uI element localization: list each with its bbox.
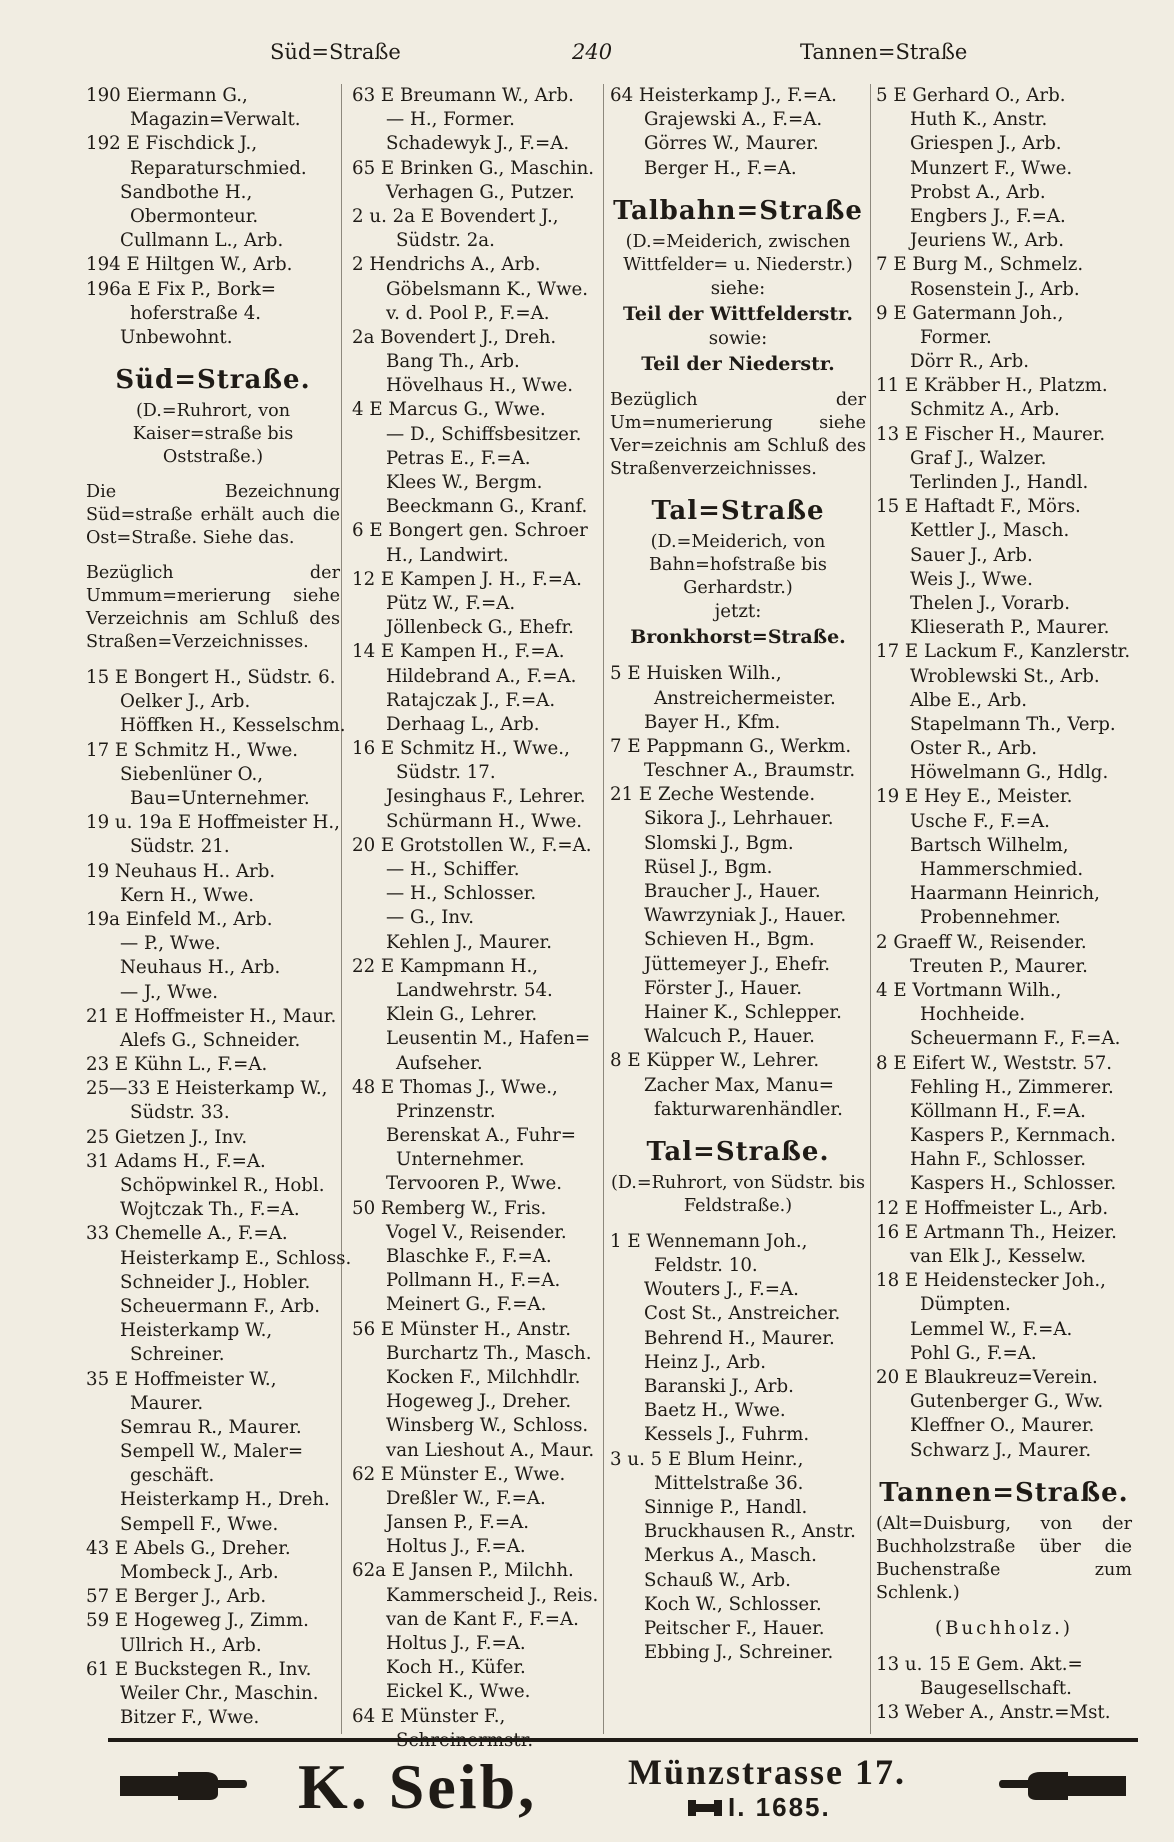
directory-entry: 12 E Hoffmeister L., Arb.: [876, 1197, 1109, 1219]
directory-entry: 4 E Vortmann Wilh.,: [876, 979, 1062, 1001]
directory-entry: Südstr. 21.: [130, 836, 230, 858]
running-head-right: Tannen=Straße: [800, 40, 968, 64]
directory-entry: Grajewski A., F.=A.: [644, 109, 823, 131]
directory-entry: 57 E Berger J., Arb.: [86, 1586, 267, 1608]
directory-entry: Wouters J., F.=A.: [644, 1279, 799, 1301]
directory-entry: Fehling H., Zimmerer.: [910, 1076, 1114, 1098]
directory-entry: Bau=Unternehmer.: [130, 788, 310, 809]
directory-entry: Köllmann H., F.=A.: [910, 1100, 1086, 1122]
directory-entry: 23 E Kühn L., F.=A.: [86, 1054, 268, 1076]
directory-entry: 4 E Marcus G., Wwe.: [352, 399, 546, 421]
directory-entry: 13 E Fischer H., Maurer.: [876, 423, 1106, 445]
street-description: (D.=Meiderich, zwischen Wittfelder= u. Niederstr.): [623, 231, 853, 275]
directory-entry: Scheuermann F., F.=A.: [910, 1028, 1121, 1050]
entry-list: [876, 84, 1132, 1463]
directory-entry: Berenskat A., Fuhr=: [386, 1125, 577, 1147]
directory-entry: Usche F., F.=A.: [910, 810, 1050, 832]
directory-entry: H., Landwirt.: [386, 544, 509, 566]
directory-entry: 12 E Kampen J. H., F.=A.: [352, 568, 582, 590]
street-heading: Tannen=Straße.: [879, 1477, 1129, 1508]
directory-entry: Sandbothe H.,: [120, 181, 253, 203]
directory-entry: Weiler Chr., Maschin.: [120, 1682, 319, 1704]
directory-entry: Klieserath P., Maurer.: [910, 617, 1110, 639]
directory-entry: Reparaturschmied.: [130, 157, 307, 179]
directory-entry: 62a E Jansen P., Milchh.: [352, 1560, 574, 1582]
directory-entry: Schwarz J., Maurer.: [910, 1439, 1092, 1461]
directory-entry: Kern H., Wwe.: [120, 884, 255, 906]
directory-entry: Berger H., F.=A.: [644, 157, 797, 179]
directory-entry: Klees W., Bergm.: [386, 472, 543, 493]
directory-entry: Schmitz A., Arb.: [910, 399, 1060, 421]
directory-entry: Heisterkamp H., Dreh.: [120, 1489, 330, 1511]
directory-entry: 14 E Kampen H., F.=A.: [352, 641, 565, 663]
see-label: siehe:: [710, 277, 766, 299]
directory-entry: 20 E Blaukreuz=Verein.: [876, 1366, 1098, 1388]
directory-entry: Koch H., Küfer.: [386, 1657, 526, 1679]
directory-entry: Lemmel W., F.=A.: [910, 1318, 1073, 1340]
directory-entry: Dümpten.: [920, 1294, 1011, 1316]
directory-entry: Schreiner.: [130, 1344, 225, 1366]
directory-entry: — D., Schiffsbesitzer.: [386, 423, 582, 445]
directory-entry: Treuten P., Maurer.: [910, 955, 1088, 977]
directory-entry: Schneider J., Hobler.: [120, 1271, 311, 1293]
directory-entry: van de Kant F., F.=A.: [386, 1608, 579, 1630]
directory-entry: Huth K., Anstr.: [910, 109, 1048, 131]
directory-entry: Hildebrand A., F.=A.: [386, 665, 577, 687]
street-heading: Tal=Straße.: [646, 1136, 830, 1167]
directory-entry: Semrau R., Maurer.: [120, 1416, 302, 1438]
directory-entry: Baetz H., Wwe.: [644, 1400, 786, 1422]
directory-entry: Kessels J., Fuhrm.: [644, 1424, 810, 1446]
directory-entry: 21 E Zeche Westende.: [610, 784, 816, 806]
directory-entry: 56 E Münster H., Anstr.: [352, 1318, 572, 1340]
directory-entry: Bitzer F., Wwe.: [120, 1707, 260, 1729]
entry-list: [610, 84, 866, 181]
directory-entry: Winsberg W., Schloss.: [386, 1415, 589, 1437]
directory-entry: Beeckmann G., Kranf.: [386, 496, 588, 518]
entry-list: [610, 1230, 866, 1665]
also-label: sowie:: [708, 327, 768, 349]
street-description: (D.=Meiderich, von Bahn=hofstraße bis Gerhardstr.): [649, 532, 827, 599]
directory-entry: 19 u. 19a E Hoffmeister H.,: [86, 812, 340, 834]
directory-entry: Hochheide.: [920, 1004, 1026, 1026]
directory-entry: 22 E Kampmann H.,: [352, 955, 539, 977]
directory-entry: Bruckhausen R., Anstr.: [644, 1521, 856, 1543]
directory-entry: Klein G., Lehrer.: [386, 1004, 538, 1026]
directory-entry: Zacher Max, Manu=: [644, 1074, 835, 1096]
directory-entry: Meinert G., F.=A.: [386, 1294, 547, 1316]
directory-entry: 196a E Fix P., Bork=: [86, 278, 277, 300]
directory-entry: Kammerscheid J., Reis.: [386, 1584, 599, 1606]
directory-entry: Sempell F., Wwe.: [120, 1513, 279, 1535]
directory-entry: Sinnige P., Handl.: [644, 1496, 808, 1518]
directory-entry: Behrend H., Maurer.: [644, 1327, 835, 1349]
entry-list: [86, 84, 340, 350]
directory-entry: Jeuriens W., Arb.: [910, 230, 1064, 252]
directory-entry: 6 E Bongert gen. Schroer: [352, 520, 588, 542]
directory-entry: Kehlen J., Maurer.: [386, 931, 552, 953]
entry-list: [610, 662, 866, 1122]
directory-entry: Weis J., Wwe.: [910, 568, 1033, 590]
directory-entry: 11 E Kräbber H., Platzm.: [876, 375, 1108, 397]
directory-entry: 16 E Artmann Th., Heizer.: [876, 1221, 1117, 1243]
directory-entry: Wojtczak Th., F.=A.: [120, 1199, 300, 1221]
directory-entry: Rüsel J., Bgm.: [644, 856, 773, 878]
directory-entry: Göbelsmann K., Wwe.: [386, 278, 589, 300]
directory-entry: Hogeweg J., Dreher.: [386, 1391, 572, 1413]
directory-entry: 19a Einfeld M., Arb.: [86, 908, 273, 930]
directory-entry: Griespen J., Arb.: [910, 133, 1062, 155]
street-heading: Süd=Straße.: [115, 365, 311, 396]
directory-entry: Unbewohnt.: [120, 326, 233, 348]
directory-entry: 9 E Gatermann Joh.,: [876, 302, 1064, 324]
directory-entry: Ratajczak J., F.=A.: [386, 689, 556, 711]
column-3: [610, 84, 866, 1736]
directory-entry: Wawrzyniak J., Hauer.: [644, 905, 847, 927]
directory-entry: Merkus A., Masch.: [644, 1545, 817, 1567]
directory-entry: Schauß W., Arb.: [644, 1569, 791, 1591]
page-number: 240: [572, 40, 613, 64]
directory-entry: 192 E Fischdick J.,: [86, 133, 258, 155]
directory-entry: 7 E Pappmann G., Werkm.: [610, 735, 852, 757]
directory-entry: Engbers J., F.=A.: [910, 205, 1066, 227]
directory-entry: Siebenlüner O.,: [120, 763, 264, 785]
directory-entry: Wroblewski St., Arb.: [910, 665, 1100, 687]
directory-entry: Albe E., Arb.: [910, 689, 1028, 711]
district-label: (Buchholz.): [934, 1617, 1073, 1639]
directory-entry: Peitscher F., Hauer.: [644, 1617, 825, 1639]
directory-entry: 13 u. 15 E Gem. Akt.=: [876, 1653, 1083, 1675]
advertiser-phone: I. 1685.: [728, 1792, 831, 1822]
directory-entry: Schürmann H., Wwe.: [386, 810, 583, 832]
directory-entry: Unternehmer.: [396, 1149, 525, 1171]
directory-entry: Hövelhaus H., Wwe.: [386, 375, 574, 397]
directory-entry: Teschner A., Braumstr.: [644, 760, 856, 782]
column-1: [86, 84, 352, 1736]
directory-entry: Neuhaus H., Arb.: [120, 957, 281, 979]
directory-entry: Baranski J., Arb.: [644, 1376, 794, 1397]
directory-entry: Ullrich H., Arb.: [120, 1634, 262, 1656]
directory-entry: 5 E Huisken Wilh.,: [610, 663, 782, 685]
directory-entry: 8 E Eifert W., Weststr. 57.: [876, 1052, 1113, 1074]
reference-street: Bronkhorst=Straße.: [630, 626, 846, 649]
directory-entry: 2 Hendrichs A., Arb.: [352, 254, 541, 276]
directory-entry: Sauer J., Arb.: [910, 544, 1033, 566]
directory-entry: 17 E Schmitz H., Wwe.: [86, 739, 299, 761]
directory-entry: Rosenstein J., Arb.: [910, 278, 1080, 300]
directory-entry: Feldstr. 10.: [654, 1255, 758, 1277]
directory-columns: [86, 84, 1132, 1736]
directory-entry: Vogel V., Reisender.: [386, 1221, 567, 1243]
directory-entry: Kleffner O., Maurer.: [910, 1415, 1095, 1437]
directory-entry: Landwehrstr. 54.: [396, 979, 553, 1001]
directory-entry: 61 E Buckstegen R., Inv.: [86, 1658, 312, 1680]
directory-entry: Tervooren P., Wwe.: [386, 1173, 563, 1195]
directory-entry: Schöpwinkel R., Hobl.: [120, 1175, 325, 1196]
column-2: [352, 84, 602, 1736]
directory-entry: Südstr. 17.: [396, 762, 496, 784]
now-label: jetzt:: [714, 601, 762, 623]
directory-entry: — H., Schiffer.: [386, 859, 520, 880]
directory-entry: 1 E Wennemann Joh.,: [610, 1230, 808, 1252]
directory-entry: 35 E Hoffmeister W.,: [86, 1368, 277, 1390]
directory-entry: — G., Inv.: [386, 907, 474, 929]
directory-entry: 17 E Lackum F., Kanzlerstr.: [876, 641, 1131, 663]
directory-entry: Haarmann Heinrich,: [910, 883, 1100, 905]
directory-entry: Maurer.: [130, 1392, 204, 1414]
directory-entry: hoferstraße 4.: [130, 302, 262, 324]
directory-entry: 2a Bovendert J., Dreh.: [352, 326, 557, 348]
directory-entry: Kocken F., Milchhdlr.: [386, 1366, 581, 1388]
directory-entry: Hahn F., Schlosser.: [910, 1149, 1087, 1171]
directory-entry: Oelker J., Arb.: [120, 691, 251, 713]
renumbering-note: Bezüglich der Ummum=merierung siehe Verzeichnis am Schluß des Straßen=Verzeichnisses.: [86, 563, 340, 653]
directory-entry: Blaschke F., F.=A.: [386, 1246, 552, 1267]
directory-entry: 7 E Burg M., Schmelz.: [876, 254, 1084, 276]
pointing-hand-icon: [118, 1768, 248, 1802]
directory-entry: van Lieshout A., Maur.: [386, 1439, 595, 1461]
directory-entry: Kettler J., Masch.: [910, 520, 1070, 542]
directory-entry: Oster R., Arb.: [910, 738, 1038, 760]
directory-entry: Görres W., Maurer.: [644, 133, 819, 155]
directory-entry: Koch W., Schlosser.: [644, 1593, 822, 1615]
renumbering-note: Bezüglich der Um=numerierung siehe Ver=zeichnis am Schluß des Straßenverzeichnisses.: [610, 390, 866, 480]
directory-entry: Holtus J., F.=A.: [386, 1633, 526, 1654]
directory-entry: 13 Weber A., Anstr.=Mst.: [876, 1702, 1111, 1724]
entry-list: [876, 1653, 1132, 1726]
directory-entry: Schieven H., Bgm.: [644, 929, 815, 951]
directory-entry: Burchartz Th., Masch.: [386, 1342, 592, 1364]
directory-entry: 62 E Münster E., Wwe.: [352, 1463, 566, 1485]
directory-entry: 33 Chemelle A., F.=A.: [86, 1223, 288, 1245]
directory-entry: Heinz J., Arb.: [644, 1351, 766, 1373]
directory-entry: Dörr R., Arb.: [910, 351, 1029, 373]
running-head-left: Süd=Straße: [270, 40, 401, 64]
directory-entry: fakturwarenhändler.: [654, 1098, 843, 1120]
directory-entry: 19 E Hey E., Meister.: [876, 786, 1073, 808]
directory-entry: 8 E Küpper W., Lehrer.: [610, 1050, 820, 1072]
directory-entry: Thelen J., Vorarb.: [910, 592, 1070, 614]
directory-entry: Höwelmann G., Hdlg.: [910, 762, 1109, 784]
directory-entry: Eickel K., Wwe.: [386, 1681, 531, 1703]
advertiser-name: K. Seib,: [298, 1751, 538, 1822]
directory-entry: Hammerschmied.: [920, 859, 1084, 880]
directory-entry: Bartsch Wilhelm,: [910, 834, 1069, 856]
directory-entry: 50 Remberg W., Fris.: [352, 1197, 547, 1219]
directory-entry: Probennehmer.: [920, 907, 1061, 929]
directory-entry: Cost St., Anstreicher.: [644, 1303, 841, 1325]
directory-entry: Jesinghaus F., Lehrer.: [386, 786, 586, 808]
directory-entry: Ebbing J., Schreiner.: [644, 1642, 834, 1664]
directory-entry: Südstr. 33.: [130, 1102, 230, 1124]
directory-entry: Cullmann L., Arb.: [120, 230, 284, 252]
directory-entry: Pollmann H., F.=A.: [386, 1270, 561, 1292]
directory-entry: Former.: [920, 326, 992, 348]
directory-entry: Förster J., Hauer.: [644, 977, 803, 999]
directory-entry: 64 Heisterkamp J., F.=A.: [610, 85, 837, 106]
directory-entry: 20 E Grotstollen W., F.=A.: [352, 834, 592, 856]
directory-entry: Holtus J., F.=A.: [386, 1536, 526, 1558]
directory-entry: Pohl G., F.=A.: [910, 1342, 1037, 1364]
telephone-icon: [688, 1798, 722, 1818]
directory-entry: Probst A., Arb.: [910, 181, 1046, 203]
entry-list: [86, 666, 352, 1730]
directory-entry: — H., Former.: [386, 109, 515, 131]
footer-rule: [108, 1738, 1138, 1742]
advertiser-address: Münzstrasse 17.: [628, 1752, 906, 1792]
directory-entry: 2 u. 2a E Bovendert J.,: [352, 205, 559, 227]
directory-entry: Prinzenstr.: [396, 1100, 496, 1122]
directory-entry: Sikora J., Lehrhauer.: [644, 808, 834, 830]
directory-entry: 65 E Brinken G., Maschin.: [352, 157, 595, 179]
directory-entry: 21 E Hoffmeister H., Maur.: [86, 1005, 337, 1027]
directory-entry: 43 E Abels G., Dreher.: [86, 1537, 291, 1559]
directory-entry: Terlinden J., Handl.: [910, 472, 1089, 493]
directory-entry: — H., Schlosser.: [386, 883, 537, 905]
directory-entry: Walcuch P., Hauer.: [644, 1026, 815, 1048]
directory-entry: 48 E Thomas J., Wwe.,: [352, 1076, 558, 1098]
reference-street: Teil der Niederstr.: [641, 353, 835, 376]
street-description: (D.=Ruhrort, von Südstr. bis Feldstraße.): [610, 1172, 866, 1216]
directory-entry: Petras E., F.=A.: [386, 447, 531, 469]
directory-entry: Graf J., Walzer.: [910, 447, 1047, 469]
directory-entry: Mombeck J., Arb.: [120, 1562, 279, 1583]
directory-entry: 63 E Breumann W., Arb.: [352, 85, 574, 106]
directory-entry: Hainer K., Schlepper.: [644, 1001, 842, 1023]
directory-entry: Anstreichermeister.: [654, 687, 836, 709]
directory-entry: Heisterkamp E., Schloss.: [120, 1247, 352, 1269]
directory-entry: Bayer H., Kfm.: [644, 711, 781, 733]
pointing-hand-icon: [998, 1768, 1128, 1802]
directory-entry: van Elk J., Kesselw.: [910, 1246, 1087, 1267]
directory-entry: Jansen P., F.=A.: [386, 1512, 530, 1534]
directory-entry: Stapelmann Th., Verp.: [910, 713, 1116, 735]
directory-entry: — P., Wwe.: [120, 933, 221, 955]
directory-entry: Leusentin M., Hafen=: [386, 1028, 591, 1050]
directory-entry: Kaspers H., Schlosser.: [910, 1173, 1117, 1195]
street-description: (D.=Ruhrort, von Kaiser=straße bis Oststraße.): [132, 401, 294, 468]
directory-entry: Baugesellschaft.: [920, 1678, 1072, 1700]
directory-entry: Jüttemeyer J., Ehefr.: [644, 953, 831, 975]
directory-entry: 15 E Haftadt F., Mörs.: [876, 496, 1081, 518]
directory-entry: 16 E Schmitz H., Wwe.,: [352, 738, 570, 760]
directory-entry: Heisterkamp W.,: [120, 1320, 273, 1342]
entry-list: [352, 84, 602, 1753]
directory-entry: 3 u. 5 E Blum Heinr.,: [610, 1448, 804, 1470]
directory-entry: v. d. Pool P., F.=A.: [386, 302, 550, 324]
directory-entry: 59 E Hogeweg J., Zimm.: [86, 1610, 309, 1632]
directory-entry: Munzert F., Wwe.: [910, 157, 1073, 179]
renaming-note: Die Bezeichnung Süd=straße erhält auch die Ost=Straße. Siehe das.: [86, 482, 340, 549]
directory-entry: Kaspers P., Kernmach.: [910, 1125, 1116, 1147]
advertisement: [108, 1746, 1138, 1836]
directory-entry: Höffken H., Kesselschm.: [120, 715, 346, 737]
directory-entry: Slomski J., Bgm.: [644, 832, 794, 854]
directory-entry: 64 E Münster F.,: [352, 1705, 506, 1727]
directory-entry: Obermonteur.: [130, 205, 259, 227]
directory-entry: 2 Graeff W., Reisender.: [876, 931, 1087, 953]
street-heading: Talbahn=Straße: [613, 195, 863, 226]
street-heading: Tal=Straße: [651, 496, 825, 527]
directory-entry: 25 Gietzen J., Inv.: [86, 1126, 248, 1148]
directory-entry: — J., Wwe.: [120, 981, 218, 1003]
directory-entry: 18 E Heidenstecker Joh.,: [876, 1270, 1106, 1292]
directory-entry: Magazin=Verwalt.: [130, 109, 301, 131]
directory-entry: Scheuermann F., Arb.: [120, 1295, 320, 1317]
directory-entry: 31 Adams H., F.=A.: [86, 1150, 266, 1172]
directory-entry: Sempell W., Maler=: [120, 1441, 304, 1463]
directory-entry: Südstr. 2a.: [396, 230, 495, 252]
street-description: (Alt=Duisburg, von der Buchholzstraße über die Buchenstraße zum Schlenk.): [876, 1513, 1132, 1603]
column-4: [876, 84, 1132, 1736]
directory-entry: Bang Th., Arb.: [386, 351, 520, 373]
directory-entry: 5 E Gerhard O., Arb.: [876, 85, 1066, 106]
directory-entry: 194 E Hiltgen W., Arb.: [86, 254, 293, 276]
directory-entry: Braucher J., Hauer.: [644, 881, 821, 902]
directory-entry: Aufseher.: [396, 1052, 483, 1074]
reference-street: Teil der Wittfelderstr.: [622, 302, 854, 325]
directory-entry: geschäft.: [130, 1465, 215, 1487]
directory-entry: 25—33 E Heisterkamp W.,: [86, 1078, 328, 1100]
directory-entry: 190 Eiermann G.,: [86, 85, 248, 106]
directory-entry: Pütz W., F.=A.: [386, 592, 516, 614]
directory-entry: 19 Neuhaus H.. Arb.: [86, 860, 276, 882]
directory-entry: Alefs G., Schneider.: [120, 1029, 301, 1051]
directory-entry: Jöllenbeck G., Ehefr.: [386, 617, 574, 639]
page-header: [0, 40, 1174, 72]
directory-entry: 15 E Bongert H., Südstr. 6.: [86, 667, 336, 689]
directory-entry: Gutenberger G., Ww.: [910, 1391, 1104, 1413]
directory-entry: Schadewyk J., F.=A.: [386, 133, 570, 155]
directory-entry: Verhagen G., Putzer.: [386, 181, 575, 203]
directory-entry: Derhaag L., Arb.: [386, 713, 540, 735]
directory-entry: Dreßler W., F.=A.: [386, 1487, 546, 1509]
directory-entry: Mittelstraße 36.: [654, 1472, 804, 1494]
